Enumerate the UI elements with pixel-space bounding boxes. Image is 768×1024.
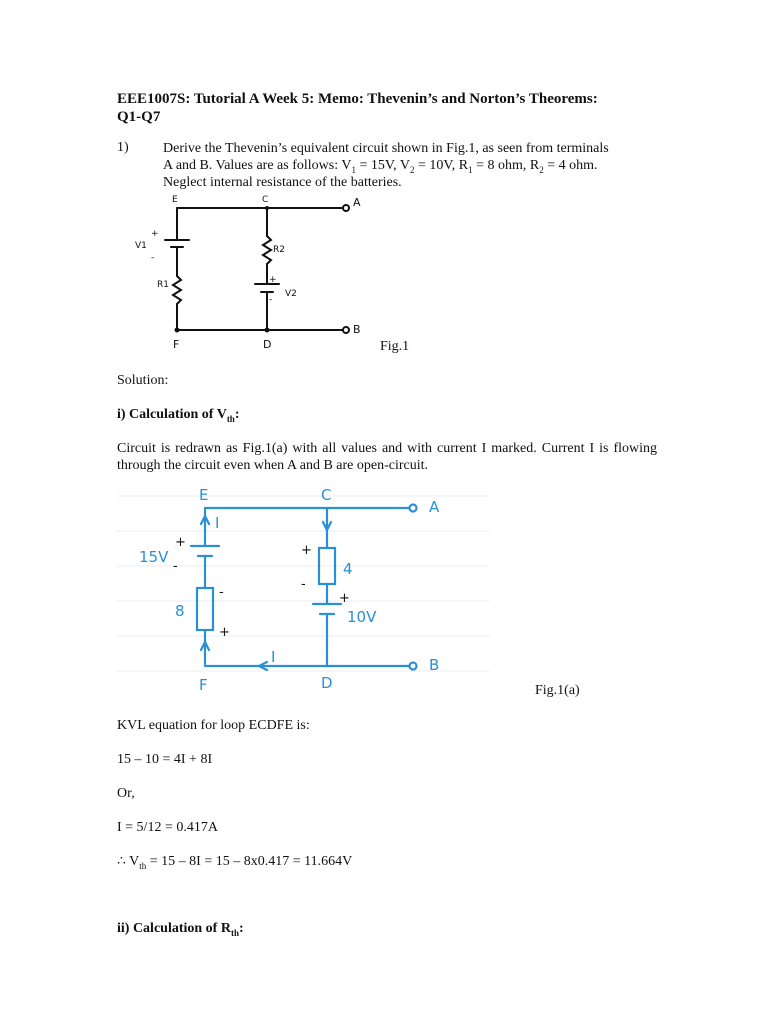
question-line-1: Derive the Thevenin’s equivalent circuit shown in Fig.1, as seen from terminals: [163, 141, 609, 156]
equation-3: ∴ $V_{th} = 15 - 8I = 15 - 8x0.417 = 11.664V$: [117, 854, 353, 871]
fig1-plus-1: +: [151, 229, 159, 239]
fig1a-label-15v: 15V: [139, 548, 169, 566]
question-number: 1): [117, 140, 129, 155]
fig1a-label-c: C: [321, 486, 332, 504]
fig1-minus-1: -: [151, 253, 155, 263]
fig1a-label-i-bottom: I: [271, 648, 276, 666]
fig1-minus-2: -: [269, 295, 273, 305]
question-line-2: A and B. Values are as follows: $V_1 = 15V$, $V_2 = 10V$, $R_1 = 8$ ohm, $R_2 = 4$ ohm.: [163, 158, 598, 175]
page-title: [117, 90, 677, 126]
kvl-text: KVL equation for loop ECDFE is:: [117, 718, 310, 733]
fig1-label-v2: V2: [285, 289, 297, 299]
fig1-label-b: B: [353, 323, 361, 336]
fig1a-label-10v: 10V: [347, 608, 377, 626]
fig1a-circuit: [117, 484, 490, 696]
fig1a-label-f: F: [199, 676, 208, 694]
question-line-3: Neglect internal resistance of the batteries.: [163, 175, 402, 190]
fig1a-minus-4: -: [301, 577, 306, 592]
fig1a-label-e: E: [199, 486, 209, 504]
fig1a-plus-10v: +: [339, 591, 350, 606]
title-line-1: EEE1007S: Tutorial A Week 5: Memo: Thevenin’s and Norton’s Theorems:: [117, 91, 598, 107]
rth-heading: ii) Calculation of $R_{th}$:: [117, 921, 244, 938]
question-text: [163, 140, 663, 191]
fig1-label-r2: R2: [273, 245, 285, 255]
or-text: Or,: [117, 786, 135, 801]
fig1a-plus-8: +: [219, 625, 230, 640]
fig1a-label-a: A: [429, 498, 440, 516]
redrawn-paragraph: Circuit is redrawn as Fig.1(a) with all values and with current I marked. Current I is flowing through the circuit even when A and B are open-circuit.: [117, 441, 657, 473]
equation-1: 15 – 10 = 4I + 8I: [117, 752, 213, 767]
fig1-circuit: [117, 192, 377, 352]
fig1a-label-8: 8: [175, 602, 185, 620]
fig1-label-e: E: [172, 195, 178, 205]
fig1-label-v1: V1: [135, 241, 147, 251]
fig1a-minus-8: -: [219, 585, 224, 600]
fig1a-label-d: D: [321, 674, 333, 692]
equation-2: I = 5/12 = 0.417A: [117, 820, 218, 835]
fig1-caption: Fig.1: [380, 339, 410, 354]
fig1a-label-b: B: [429, 656, 440, 674]
fig1-label-r1: R1: [157, 280, 169, 290]
fig1a-plus-4: +: [301, 543, 312, 558]
fig1-label-f: F: [173, 338, 180, 351]
fig1a-plus-15v: +: [175, 535, 186, 550]
fig1a-minus-15v: -: [173, 559, 178, 574]
solution-label: Solution:: [117, 373, 169, 388]
fig1a-label-i-top: I: [215, 514, 220, 532]
title-line-2: Q1-Q7: [117, 109, 161, 125]
fig1-plus-2: +: [269, 275, 277, 285]
vth-heading: i) Calculation of $V_{th}$:: [117, 407, 240, 424]
fig1-label-c: C: [262, 195, 269, 205]
fig1-label-a: A: [353, 196, 361, 209]
fig1a-label-4: 4: [343, 560, 353, 578]
fig1a-caption: Fig.1(a): [535, 683, 580, 698]
fig1-label-d: D: [263, 338, 272, 351]
